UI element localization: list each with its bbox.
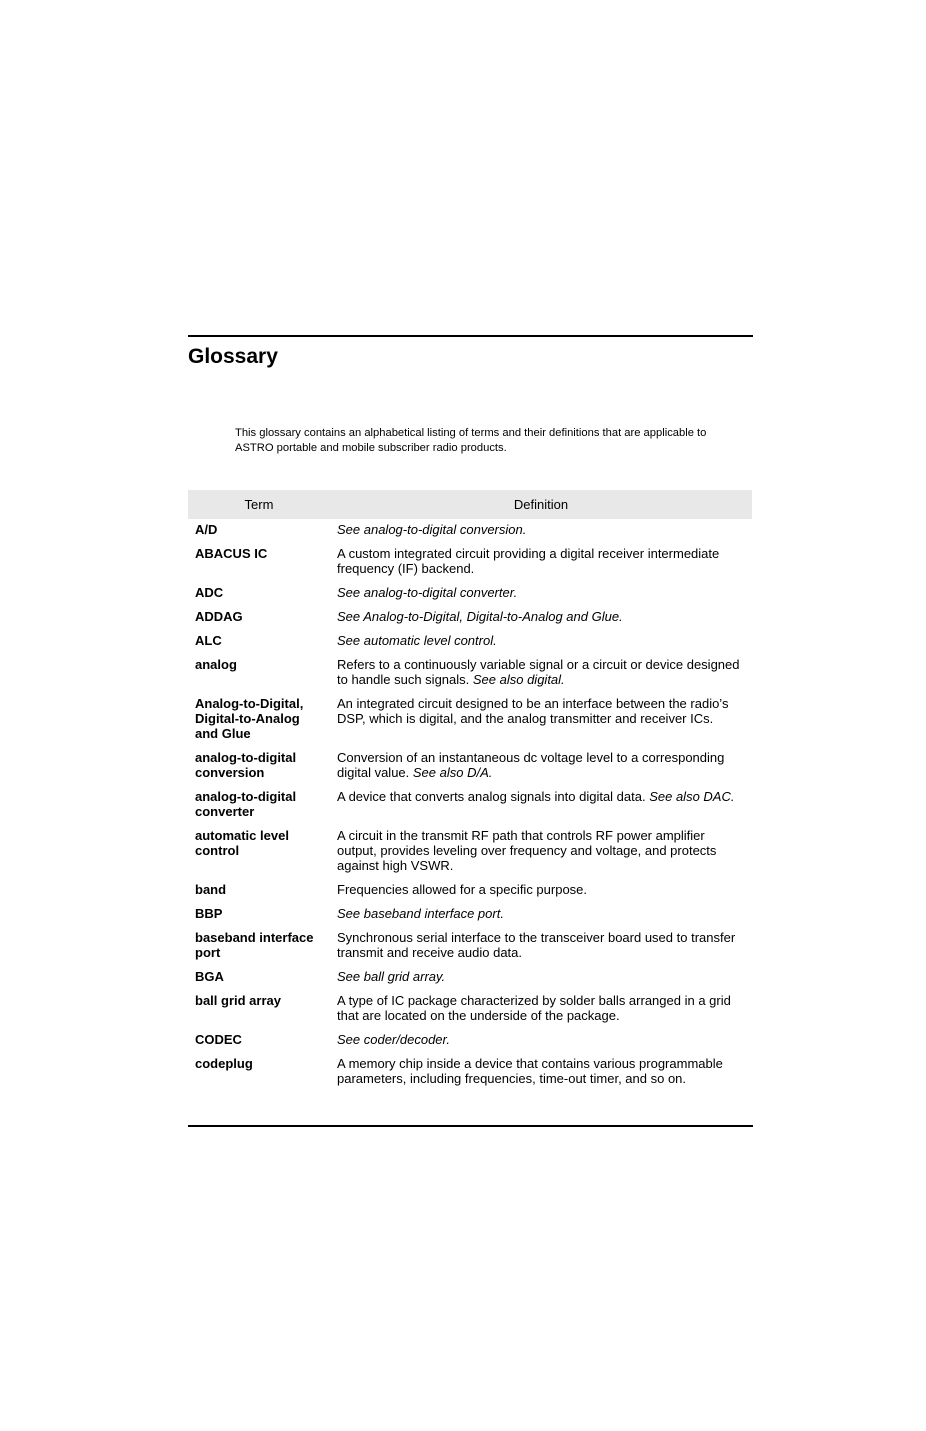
definition-text: A custom integrated circuit providing a digital receiver intermediate frequency (IF) backend. — [337, 546, 720, 576]
definition-reference: See also DAC. — [649, 789, 735, 804]
definition-reference: See Analog-to-Digital, Digital-to-Analog and Glue. — [337, 609, 623, 624]
glossary-term: CODEC — [195, 1032, 242, 1047]
glossary-term: analog-to-digital conversion — [195, 750, 297, 780]
glossary-term: ball grid array — [195, 993, 281, 1008]
table-row — [188, 1029, 752, 1053]
glossary-term: automatic level control — [195, 828, 289, 858]
table-row — [188, 966, 752, 990]
glossary-definition — [330, 927, 752, 966]
table-row — [188, 654, 752, 693]
table-row — [188, 903, 752, 927]
definition-text: A device that converts analog signals into digital data. — [337, 789, 650, 804]
page-title: Glossary — [188, 345, 278, 368]
glossary-definition — [330, 1053, 752, 1092]
term-column-header: Term — [188, 490, 330, 519]
definition-text: Conversion of an instantaneous dc voltage level to a corresponding digital value. — [337, 750, 725, 780]
glossary-definition — [330, 966, 752, 990]
definition-reference: See baseband interface port. — [337, 906, 504, 921]
glossary-definition — [330, 654, 752, 693]
definition-reference: See coder/decoder. — [337, 1032, 450, 1047]
definition-reference: See also D/A. — [412, 765, 493, 780]
definition-text: Synchronous serial interface to the transceiver board used to transfer transmit and receive audio data. — [337, 930, 736, 960]
glossary-term: analog — [195, 657, 237, 672]
table-row — [188, 630, 752, 654]
glossary-term: codeplug — [195, 1056, 253, 1071]
glossary-definition — [330, 786, 752, 825]
glossary-table — [188, 490, 752, 1092]
table-row — [188, 582, 752, 606]
definition-text: Refers to a continuously variable signal or a circuit or device designed to handle such signals. — [337, 657, 740, 687]
definition-reference: See ball grid array. — [337, 969, 446, 984]
definition-reference: See also digital. — [472, 672, 565, 687]
table-row — [188, 519, 752, 543]
glossary-body — [188, 519, 752, 1092]
table-header-row — [188, 490, 752, 519]
definition-text: An integrated circuit designed to be an interface between the radio’s DSP, which is digital, and the analog transmitter and receiver ICs. — [337, 696, 729, 726]
glossary-definition — [330, 606, 752, 630]
table-row — [188, 543, 752, 582]
definition-reference: See automatic level control. — [337, 633, 497, 648]
glossary-definition — [330, 693, 752, 747]
definition-column-header: Definition — [330, 490, 752, 519]
glossary-term: band — [195, 882, 227, 897]
table-row — [188, 990, 752, 1029]
definition-text: Frequencies allowed for a specific purpose. — [337, 882, 588, 897]
glossary-definition — [330, 582, 752, 606]
glossary-term: A/D — [195, 522, 218, 537]
glossary-term: baseband interface port — [195, 930, 314, 960]
glossary-term: ALC — [195, 633, 222, 648]
glossary-term: ADC — [195, 585, 224, 600]
glossary-definition — [330, 543, 752, 582]
definition-text: A circuit in the transmit RF path that controls RF power amplifier output, provides leveling over frequency and voltage, and protects against high VSWR. — [337, 828, 717, 873]
table-row — [188, 606, 752, 630]
glossary-definition — [330, 630, 752, 654]
table-row — [188, 927, 752, 966]
table-row — [188, 786, 752, 825]
glossary-definition — [330, 990, 752, 1029]
table-row — [188, 1053, 752, 1092]
glossary-term: Analog-to-Digital, Digital-to-Analog and Glue — [195, 696, 304, 741]
glossary-definition — [330, 903, 752, 927]
table-row — [188, 693, 752, 747]
table-row — [188, 747, 752, 786]
intro-paragraph: This glossary contains an alphabetical listing of terms and their definitions that are applicable to ASTRO portable and mobile subscriber radio products. — [235, 427, 707, 454]
glossary-term: analog-to-digital converter — [195, 789, 297, 819]
glossary-definition — [330, 825, 752, 879]
definition-reference: See analog-to-digital converter. — [337, 585, 518, 600]
definition-reference: See analog-to-digital conversion. — [337, 522, 527, 537]
definition-text: A memory chip inside a device that contains various programmable parameters, including frequencies, time-out timer, and so on. — [337, 1056, 723, 1086]
table-row — [188, 825, 752, 879]
glossary-term: ABACUS IC — [195, 546, 268, 561]
table-row — [188, 879, 752, 903]
top-rule — [188, 335, 753, 337]
bottom-rule — [188, 1125, 753, 1127]
glossary-term: ADDAG — [195, 609, 243, 624]
glossary-definition — [330, 747, 752, 786]
glossary-definition — [330, 519, 752, 543]
glossary-term: BGA — [195, 969, 224, 984]
glossary-term: BBP — [195, 906, 223, 921]
glossary-definition — [330, 879, 752, 903]
definition-text: A type of IC package characterized by solder balls arranged in a grid that are located on the underside of the package. — [337, 993, 731, 1023]
glossary-definition — [330, 1029, 752, 1053]
